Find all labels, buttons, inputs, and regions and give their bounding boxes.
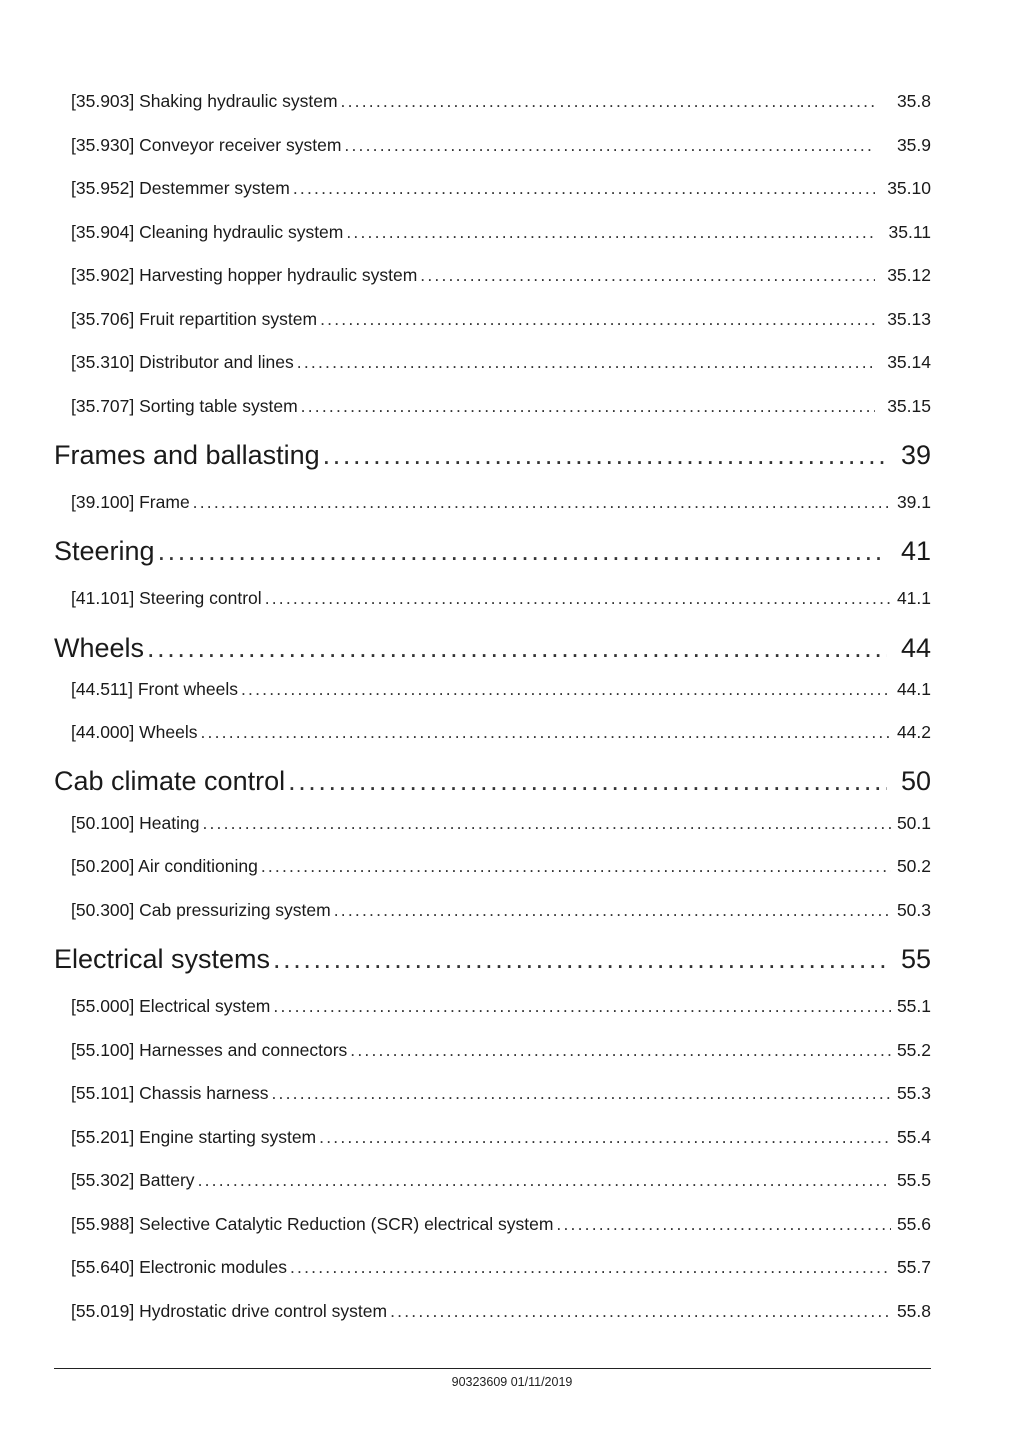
toc-entry-title: [55.640] Electronic modules bbox=[71, 1257, 287, 1277]
footer-doc-id: 90323609 01/11/2019 bbox=[451, 1375, 573, 1389]
dot-leader bbox=[301, 395, 875, 417]
toc-entry-page: 35.8 bbox=[896, 91, 931, 111]
toc-entry-page: 55.4 bbox=[896, 1127, 931, 1147]
toc-entry-page: 35.9 bbox=[896, 135, 931, 155]
dot-leader bbox=[147, 632, 887, 664]
toc-entry-title: [55.019] Hydrostatic drive control system bbox=[71, 1301, 388, 1321]
toc-entry-title: [50.100] Heating bbox=[71, 813, 200, 833]
toc-chapter-title: Cab climate control bbox=[54, 766, 286, 796]
toc-entry-title: [55.000] Electrical system bbox=[71, 996, 271, 1016]
toc-entry-50-100[interactable] bbox=[71, 812, 931, 834]
toc-chapter-cab-climate-control[interactable] bbox=[54, 765, 931, 797]
dot-leader bbox=[273, 943, 887, 975]
toc-chapter-frames-and-ballasting[interactable] bbox=[54, 439, 931, 471]
toc-chapter-title: Electrical systems bbox=[54, 944, 271, 974]
dot-leader bbox=[271, 1082, 890, 1104]
toc-entry-title: [55.101] Chassis harness bbox=[71, 1083, 269, 1103]
toc-entry-page: 50.1 bbox=[896, 813, 931, 833]
dot-leader bbox=[556, 1213, 891, 1235]
dot-leader bbox=[320, 308, 875, 330]
toc-entry-55-201[interactable] bbox=[71, 1126, 931, 1148]
dot-leader bbox=[200, 721, 890, 743]
toc-entry-title: [35.902] Harvesting hopper hydraulic system bbox=[71, 265, 418, 285]
toc-entry-55-000[interactable] bbox=[71, 995, 931, 1017]
toc-entry-page: 35.13 bbox=[887, 309, 931, 329]
dot-leader bbox=[297, 351, 875, 373]
toc-entry-50-200[interactable] bbox=[71, 855, 931, 877]
dot-leader bbox=[346, 221, 875, 243]
toc-entry-35-904[interactable] bbox=[71, 221, 931, 243]
toc-entry-44-511[interactable] bbox=[71, 678, 931, 700]
toc-chapter-electrical-systems[interactable] bbox=[54, 943, 931, 975]
toc-entry-page: 39.1 bbox=[896, 492, 931, 512]
toc-entry-title: [35.930] Conveyor receiver system bbox=[71, 135, 342, 155]
toc-entry-page: 55.5 bbox=[896, 1170, 931, 1190]
toc-entry-page: 55.7 bbox=[896, 1257, 931, 1277]
toc-entry-page: 55.6 bbox=[896, 1214, 931, 1234]
toc-entry-39-100[interactable] bbox=[71, 491, 931, 513]
toc-chapter-page: 55 bbox=[900, 944, 931, 974]
dot-leader bbox=[273, 995, 891, 1017]
toc-entry-title: [55.988] Selective Catalytic Reduction (SCR) electrical system bbox=[71, 1214, 554, 1234]
toc-entry-title: [35.707] Sorting table system bbox=[71, 396, 298, 416]
toc-entry-title: [35.706] Fruit repartition system bbox=[71, 309, 318, 329]
toc-chapter-title: Wheels bbox=[54, 633, 145, 663]
dot-leader bbox=[350, 1039, 891, 1061]
toc-entry-55-302[interactable] bbox=[71, 1169, 931, 1191]
dot-leader bbox=[334, 899, 891, 921]
dot-leader bbox=[344, 134, 875, 156]
toc-entry-title: [44.000] Wheels bbox=[71, 722, 198, 742]
toc-entry-page: 50.2 bbox=[896, 856, 931, 876]
toc-entry-55-988[interactable] bbox=[71, 1213, 931, 1235]
dot-leader bbox=[288, 765, 887, 797]
toc-entry-page: 50.3 bbox=[896, 900, 931, 920]
toc-entry-title: [41.101] Steering control bbox=[71, 588, 262, 608]
toc-entry-page: 35.11 bbox=[888, 222, 931, 242]
dot-leader bbox=[193, 491, 891, 513]
dot-leader bbox=[319, 1126, 891, 1148]
toc-entry-55-101[interactable] bbox=[71, 1082, 931, 1104]
toc-entry-page: 35.14 bbox=[887, 352, 931, 372]
toc-entry-page: 44.2 bbox=[896, 722, 931, 742]
dot-leader bbox=[241, 678, 891, 700]
dot-leader bbox=[420, 264, 875, 286]
toc-entry-35-310[interactable] bbox=[71, 351, 931, 373]
toc-entry-35-903[interactable] bbox=[71, 90, 931, 112]
toc-entry-35-930[interactable] bbox=[71, 134, 931, 156]
toc-entry-title: [55.201] Engine starting system bbox=[71, 1127, 317, 1147]
toc-entry-55-640[interactable] bbox=[71, 1256, 931, 1278]
toc-entry-35-952[interactable] bbox=[71, 177, 931, 199]
toc-chapter-wheels[interactable] bbox=[54, 632, 931, 664]
toc-entry-50-300[interactable] bbox=[71, 899, 931, 921]
toc-entry-title: [55.100] Harnesses and connectors bbox=[71, 1040, 348, 1060]
toc-entry-page: 55.2 bbox=[896, 1040, 931, 1060]
toc-entry-page: 35.10 bbox=[887, 178, 931, 198]
toc-entry-title: [35.310] Distributor and lines bbox=[71, 352, 294, 372]
toc-entry-title: [39.100] Frame bbox=[71, 492, 190, 512]
toc-entry-title: [35.952] Destemmer system bbox=[71, 178, 290, 198]
dot-leader bbox=[293, 177, 875, 199]
dot-leader bbox=[198, 1169, 891, 1191]
toc-chapter-title: Frames and ballasting bbox=[54, 440, 320, 470]
dot-leader bbox=[158, 535, 887, 567]
toc-entry-35-707[interactable] bbox=[71, 395, 931, 417]
toc-entry-title: [50.200] Air conditioning bbox=[71, 856, 258, 876]
toc-entry-page: 55.8 bbox=[896, 1301, 931, 1321]
toc-entry-page: 55.1 bbox=[896, 996, 931, 1016]
footer-divider bbox=[54, 1368, 931, 1369]
toc-entry-page: 41.1 bbox=[896, 588, 931, 608]
toc-chapter-page: 44 bbox=[900, 633, 931, 663]
toc-entry-page: 35.15 bbox=[887, 396, 931, 416]
dot-leader bbox=[323, 439, 887, 471]
toc-entry-page: 35.12 bbox=[887, 265, 931, 285]
toc-entry-page: 55.3 bbox=[896, 1083, 931, 1103]
toc-entry-title: [55.302] Battery bbox=[71, 1170, 195, 1190]
toc-entry-page: 44.1 bbox=[896, 679, 931, 699]
toc-entry-35-706[interactable] bbox=[71, 308, 931, 330]
toc-chapter-page: 39 bbox=[900, 440, 931, 470]
toc-entry-55-019[interactable] bbox=[71, 1300, 931, 1322]
toc-entry-41-101[interactable] bbox=[71, 587, 931, 609]
dot-leader bbox=[261, 855, 891, 877]
toc-chapter-page: 50 bbox=[900, 766, 931, 796]
toc-entry-title: [50.300] Cab pressurizing system bbox=[71, 900, 331, 920]
toc-chapter-page: 41 bbox=[900, 536, 931, 566]
dot-leader bbox=[341, 90, 875, 112]
toc-chapter-title: Steering bbox=[54, 536, 155, 566]
toc-entry-44-000[interactable] bbox=[71, 721, 931, 743]
toc-chapter-steering[interactable] bbox=[54, 535, 931, 567]
toc-entry-35-902[interactable] bbox=[71, 264, 931, 286]
dot-leader bbox=[202, 812, 891, 834]
toc-entry-title: [35.904] Cleaning hydraulic system bbox=[71, 222, 344, 242]
dot-leader bbox=[290, 1256, 891, 1278]
toc-entry-title: [35.903] Shaking hydraulic system bbox=[71, 91, 338, 111]
dot-leader bbox=[390, 1300, 891, 1322]
toc-entry-title: [44.511] Front wheels bbox=[71, 679, 238, 699]
dot-leader bbox=[265, 587, 891, 609]
toc-entry-55-100[interactable] bbox=[71, 1039, 931, 1061]
